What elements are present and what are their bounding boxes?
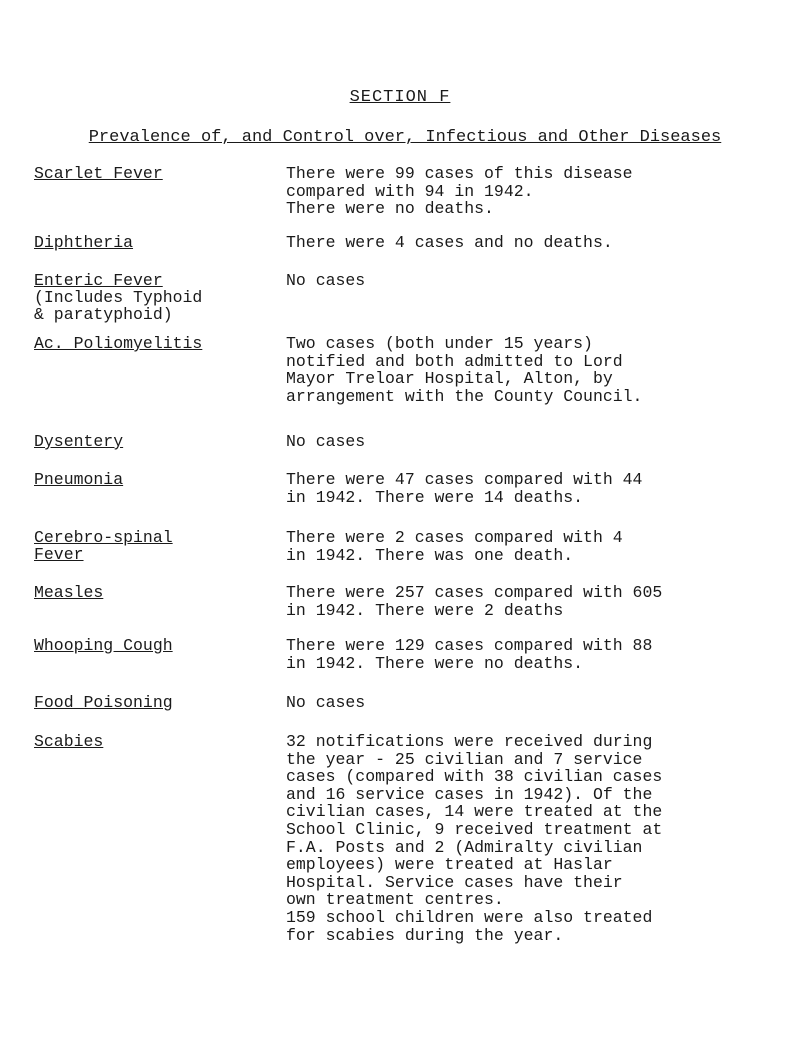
disease-name: [34, 272, 274, 323]
disease-description: No cases: [286, 432, 366, 451]
disease-label: Ac. Poliomyelitis: [34, 334, 203, 353]
disease-description: There were 129 cases compared with 88 in 1942. There were no deaths.: [286, 636, 653, 673]
disease-name: [34, 335, 274, 352]
disease-name: [34, 433, 274, 450]
disease-description: Two cases (both under 15 years) notified and both admitted to Lord Mayor Treloar Hospital, Alton, by arrangement with the County Council.: [286, 334, 643, 406]
disease-description: There were 2 cases compared with 4 in 1942. There was one death.: [286, 528, 623, 565]
disease-label: Scarlet Fever: [34, 164, 163, 183]
disease-label: Diphtheria: [34, 233, 134, 252]
disease-name: [34, 529, 274, 563]
disease-label: Food Poisoning: [34, 693, 173, 712]
disease-description: There were 257 cases compared with 605 in 1942. There were 2 deaths: [286, 583, 663, 620]
disease-name: [34, 694, 274, 711]
disease-description: No cases: [286, 271, 366, 290]
disease-label: Whooping Cough: [34, 636, 173, 655]
disease-description: There were 4 cases and no deaths.: [286, 233, 613, 252]
section-title: SECTION F: [349, 88, 451, 107]
disease-name: [34, 471, 274, 488]
disease-label: Dysentery: [34, 432, 124, 451]
disease-label: Scabies: [34, 732, 104, 751]
disease-description: There were 99 cases of this disease compared with 94 in 1942. There were no deaths.: [286, 164, 633, 219]
disease-label: Pneumonia: [34, 470, 124, 489]
disease-label: Measles: [34, 583, 104, 602]
disease-name: [34, 637, 274, 654]
page-heading: Prevalence of, and Control over, Infectious and Other Diseases: [88, 128, 722, 147]
disease-name: [34, 584, 274, 601]
disease-description: No cases: [286, 693, 366, 712]
disease-name: [34, 234, 274, 251]
disease-label: Cerebro-spinal Fever: [34, 528, 173, 564]
disease-note: (Includes Typhoid & paratyphoid): [34, 288, 203, 324]
disease-name: [34, 733, 274, 750]
disease-description: 32 notifications were received during the year - 25 civilian and 7 service cases (compared with 38 civilian cases and 16 service cases in 1942). Of the civilian cases, 14 were treated at the School Clinic, 9 received treatment at F.A. Posts and 2 (Admiralty civilian employees) were treated at Haslar Hospital. Service cases have their own treatment centres. 159 school children were also treated for scabies during the year.: [286, 732, 663, 945]
disease-name: [34, 165, 274, 182]
disease-label: Enteric Fever: [34, 271, 163, 290]
disease-description: There were 47 cases compared with 44 in 1942. There were 14 deaths.: [286, 470, 643, 507]
